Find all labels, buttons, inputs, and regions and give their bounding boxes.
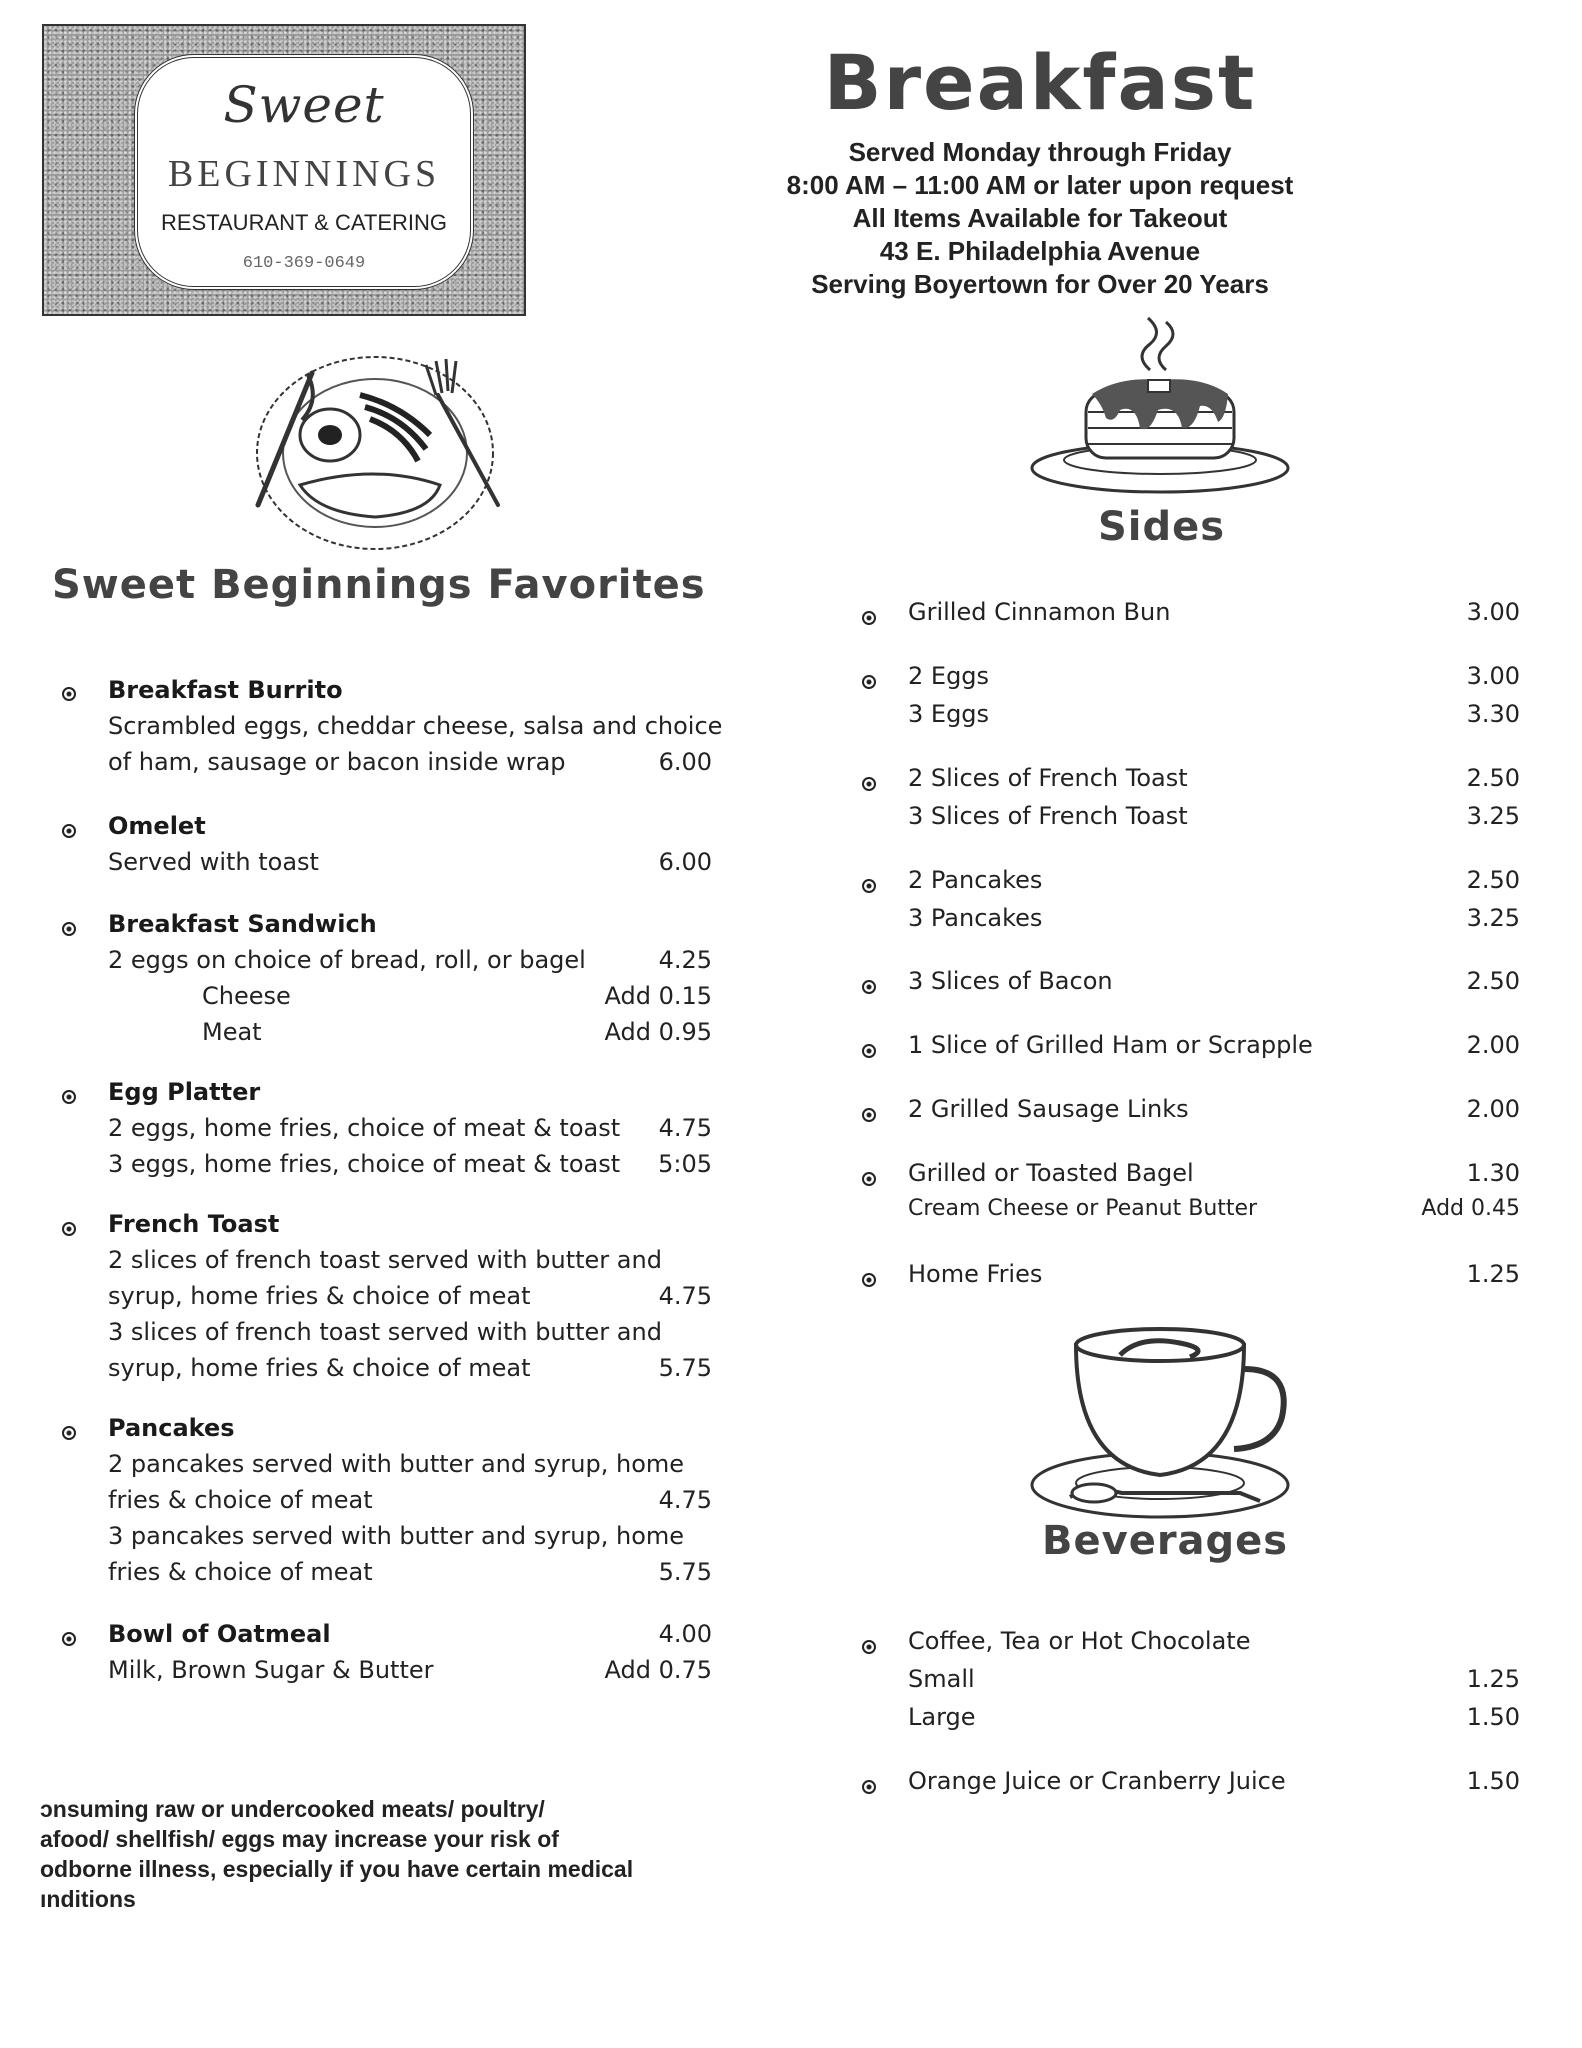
side-name: Home Fries: [908, 1260, 1043, 1288]
beverages-heading: Beverages: [1042, 1518, 1289, 1564]
beverage-size: Small: [908, 1665, 975, 1693]
sides-heading: Sides: [1098, 504, 1226, 550]
favorite-desc: 2 pancakes served with butter and syrup, home: [108, 1450, 685, 1478]
favorite-desc: 3 slices of french toast served with butter and: [108, 1318, 662, 1346]
bullet-icon: [862, 1780, 876, 1794]
favorite-desc: fries & choice of meat: [108, 1486, 373, 1514]
coffee-cup-icon: [1030, 1325, 1300, 1520]
favorite-addon: Cheese: [202, 982, 291, 1010]
bullet-icon: [862, 777, 876, 791]
bullet-icon: [862, 1044, 876, 1058]
bullet-icon: [862, 675, 876, 689]
favorite-desc: syrup, home fries & choice of meat: [108, 1354, 531, 1382]
favorite-desc: of ham, sausage or bacon inside wrap: [108, 748, 566, 776]
bullet-icon: [62, 824, 76, 838]
side-name: 3 Pancakes: [908, 904, 1043, 932]
side-name: 2 Pancakes: [908, 866, 1043, 894]
side-price: 3.30: [1466, 700, 1520, 728]
favorite-desc: 2 eggs, home fries, choice of meat & toast: [108, 1114, 621, 1142]
bullet-icon: [862, 611, 876, 625]
disclaimer-line: afood/ shellfish/ eggs may increase your risk of: [40, 1826, 559, 1852]
favorite-price: 4.00: [658, 1620, 712, 1648]
favorite-desc: 3 eggs, home fries, choice of meat & toast: [108, 1150, 621, 1178]
favorite-price: Add 0.95: [604, 1018, 712, 1046]
side-price: Add 0.45: [1421, 1196, 1520, 1221]
favorite-price: 4.25: [658, 946, 712, 974]
bullet-icon: [62, 687, 76, 701]
favorite-price: 4.75: [658, 1282, 712, 1310]
side-name: Grilled or Toasted Bagel: [908, 1159, 1194, 1187]
favorite-name-bowl-of-oatmeal: Bowl of Oatmeal: [108, 1620, 331, 1648]
side-price: 3.00: [1466, 598, 1520, 626]
restaurant-logo: [42, 24, 526, 316]
side-name: 2 Eggs: [908, 662, 990, 690]
pancake-stack-icon: [1030, 300, 1300, 500]
side-price: 2.00: [1466, 1095, 1520, 1123]
side-name: 3 Slices of French Toast: [908, 802, 1188, 830]
side-price: 2.00: [1466, 1031, 1520, 1059]
logo-sweet-text: Sweet: [223, 76, 385, 134]
favorite-name-egg-platter: Egg Platter: [108, 1078, 261, 1106]
favorite-name-omelet: Omelet: [108, 812, 206, 840]
disclaimer-line: ɔnsuming raw or undercooked meats/ poultry/: [40, 1796, 545, 1822]
favorites-heading: Sweet Beginnings Favorites: [52, 562, 706, 608]
favorite-desc: Served with toast: [108, 848, 319, 876]
side-price: 1.30: [1466, 1159, 1520, 1187]
logo-badge: [134, 54, 474, 290]
favorite-desc: 2 eggs on choice of bread, roll, or bagel: [108, 946, 586, 974]
header-line-days: Served Monday through Friday: [848, 137, 1232, 167]
beverage-size: Large: [908, 1703, 976, 1731]
favorite-desc: Milk, Brown Sugar & Butter: [108, 1656, 434, 1684]
bullet-icon: [62, 1632, 76, 1646]
favorite-addon: Meat: [202, 1018, 262, 1046]
bullet-icon: [862, 1108, 876, 1122]
favorite-price: 6.00: [658, 848, 712, 876]
side-name: 2 Slices of French Toast: [908, 764, 1188, 792]
disclaimer-line: odborne illness, especially if you have certain medical: [40, 1856, 634, 1882]
favorite-price: 6.00: [658, 748, 712, 776]
logo-beginnings-text: BEGINNINGS: [167, 153, 441, 195]
favorite-price: 5.75: [658, 1558, 712, 1586]
breakfast-plate-icon: [230, 345, 520, 555]
side-price: 3.00: [1466, 662, 1520, 690]
side-price: 1.25: [1466, 1260, 1520, 1288]
favorite-desc: 3 pancakes served with butter and syrup, home: [108, 1522, 685, 1550]
page-title: Breakfast: [823, 38, 1257, 127]
disclaimer-line: ınditions: [40, 1886, 136, 1912]
favorite-desc: syrup, home fries & choice of meat: [108, 1282, 531, 1310]
favorite-price: 4.75: [658, 1114, 712, 1142]
side-addon: Cream Cheese or Peanut Butter: [908, 1196, 1258, 1221]
favorite-price: 5.75: [658, 1354, 712, 1382]
favorite-price: Add 0.15: [604, 982, 712, 1010]
side-name: 3 Slices of Bacon: [908, 967, 1113, 995]
side-price: 2.50: [1466, 866, 1520, 894]
favorite-desc: Scrambled eggs, cheddar cheese, salsa and choice: [108, 712, 723, 740]
side-name: Grilled Cinnamon Bun: [908, 598, 1171, 626]
favorite-name-breakfast-burrito: Breakfast Burrito: [108, 676, 343, 704]
beverage-name: Coffee, Tea or Hot Chocolate: [908, 1627, 1251, 1655]
side-price: 3.25: [1466, 802, 1520, 830]
bullet-icon: [862, 1273, 876, 1287]
bullet-icon: [862, 980, 876, 994]
beverage-price: 1.25: [1466, 1665, 1520, 1693]
header-line-address: 43 E. Philadelphia Avenue: [879, 236, 1201, 266]
favorite-name-breakfast-sandwich: Breakfast Sandwich: [108, 910, 377, 938]
favorite-desc: 2 slices of french toast served with butter and: [108, 1246, 662, 1274]
header-line-tagline: Serving Boyertown for Over 20 Years: [811, 269, 1269, 299]
favorite-price: 5:05: [658, 1150, 712, 1178]
side-name: 2 Grilled Sausage Links: [908, 1095, 1189, 1123]
bullet-icon: [862, 1640, 876, 1654]
beverage-name: Orange Juice or Cranberry Juice: [908, 1767, 1286, 1795]
side-price: 2.50: [1466, 967, 1520, 995]
bullet-icon: [62, 1426, 76, 1440]
favorite-price: 4.75: [658, 1486, 712, 1514]
bullet-icon: [62, 1222, 76, 1236]
side-name: 1 Slice of Grilled Ham or Scrapple: [908, 1031, 1313, 1059]
bullet-icon: [862, 1172, 876, 1186]
beverage-price: 1.50: [1466, 1767, 1520, 1795]
logo-tagline: RESTAURANT & CATERING: [160, 210, 448, 235]
header-line-takeout: All Items Available for Takeout: [852, 203, 1228, 233]
beverage-price: 1.50: [1466, 1703, 1520, 1731]
side-name: 3 Eggs: [908, 700, 990, 728]
bullet-icon: [862, 879, 876, 893]
favorite-desc: fries & choice of meat: [108, 1558, 373, 1586]
side-price: 3.25: [1466, 904, 1520, 932]
header-line-hours: 8:00 AM – 11:00 AM or later upon request: [786, 170, 1294, 200]
favorite-name-pancakes: Pancakes: [108, 1414, 235, 1442]
bullet-icon: [62, 1090, 76, 1104]
favorite-name-french-toast: French Toast: [108, 1210, 280, 1238]
side-price: 2.50: [1466, 764, 1520, 792]
favorite-price: Add 0.75: [604, 1656, 712, 1684]
bullet-icon: [62, 922, 76, 936]
logo-phone: 610-369-0649: [242, 254, 366, 273]
